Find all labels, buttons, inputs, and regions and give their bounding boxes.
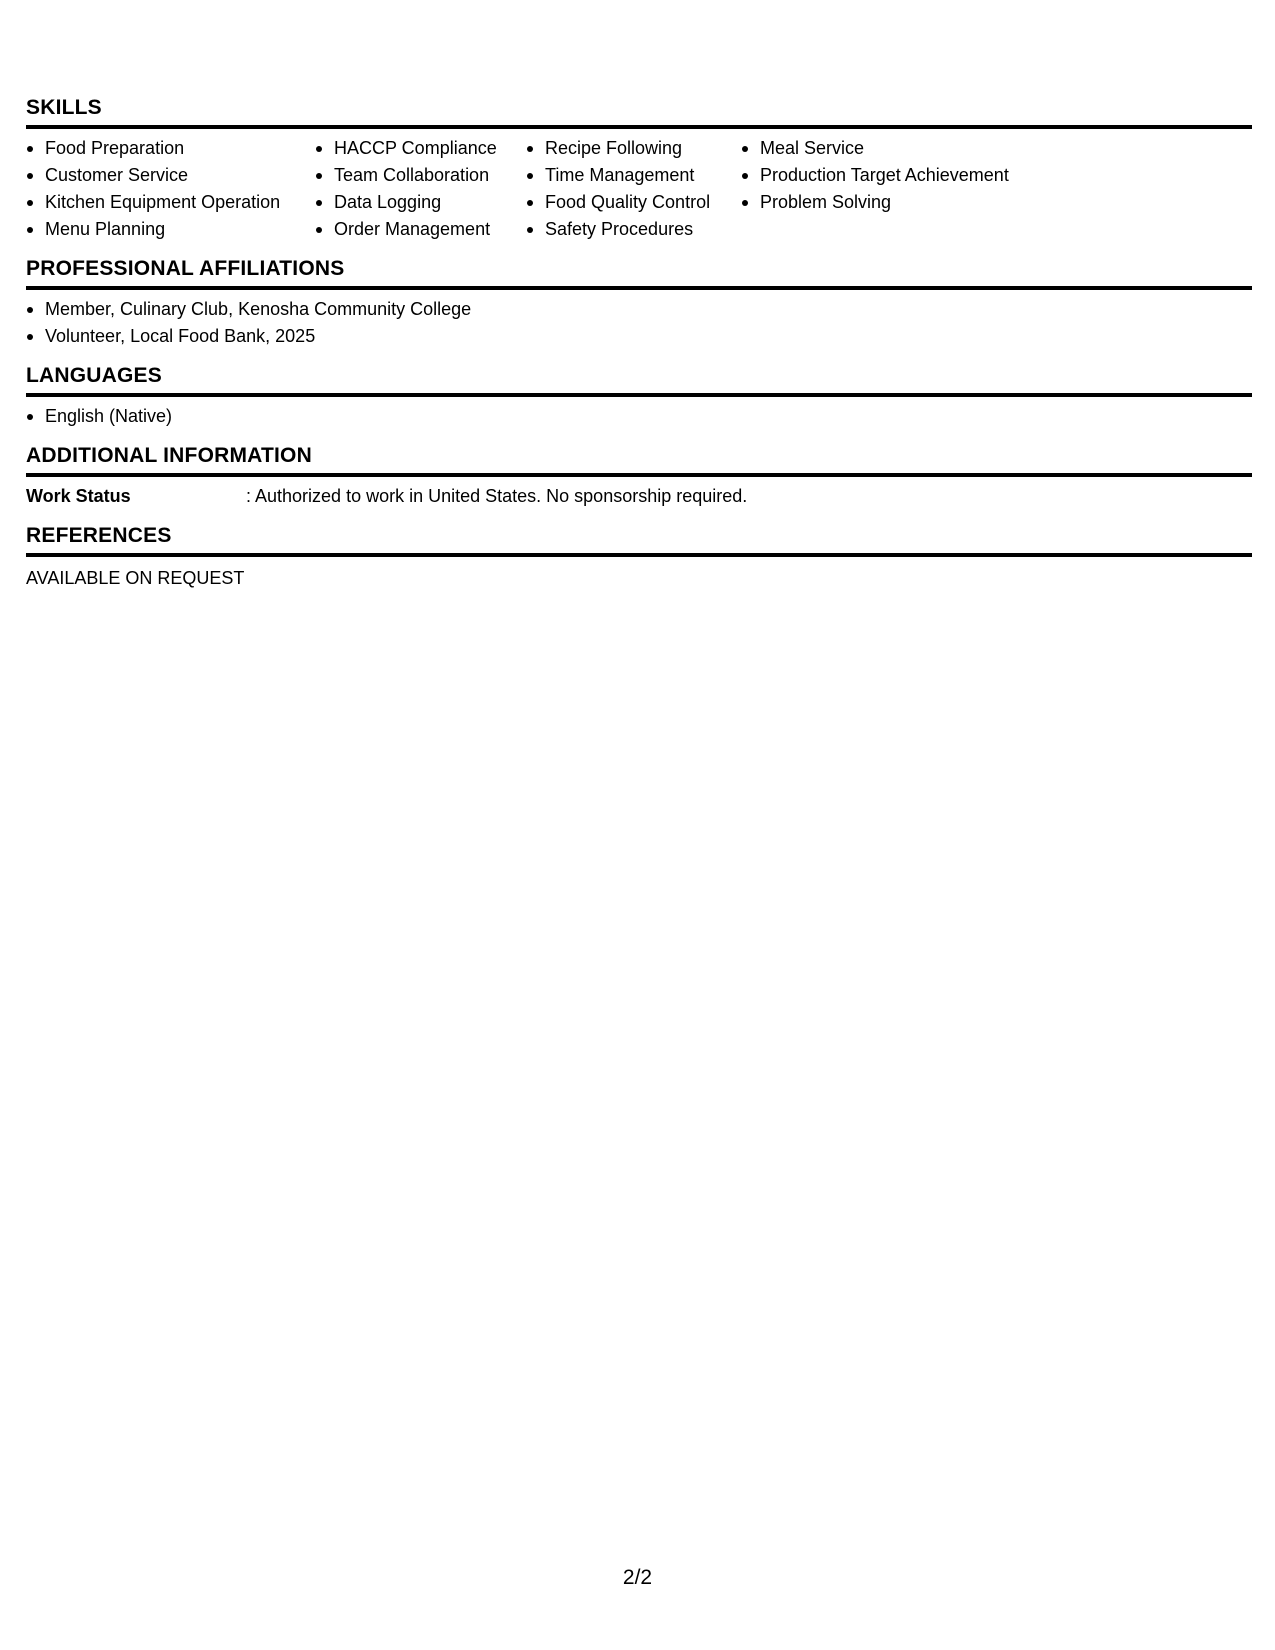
skill-item: HACCP Compliance [315, 135, 526, 162]
skill-item: Order Management [315, 216, 526, 243]
section-title-references: REFERENCES [26, 524, 1252, 557]
skill-item: Team Collaboration [315, 162, 526, 189]
skill-item: Customer Service [26, 162, 315, 189]
list-item: Member, Culinary Club, Kenosha Community College [26, 296, 1252, 323]
skill-item: Data Logging [315, 189, 526, 216]
skill-item: Meal Service [741, 135, 1061, 162]
page-number: 2/2 [622, 1566, 653, 1589]
list-item: English (Native) [26, 403, 1252, 430]
work-status-value: : Authorized to work in United States. No sponsorship required. [246, 486, 748, 506]
section-title-languages: LANGUAGES [26, 364, 1252, 397]
skills-section [26, 96, 1252, 243]
section-title-additional-info: ADDITIONAL INFORMATION [26, 444, 1252, 477]
list-item: Volunteer, Local Food Bank, 2025 [26, 323, 1252, 350]
skill-item: Safety Procedures [526, 216, 741, 243]
skill-item: Menu Planning [26, 216, 315, 243]
skill-item: Food Preparation [26, 135, 315, 162]
skills-column-3 [526, 135, 741, 243]
section-title-skills: SKILLS [26, 96, 1252, 129]
skill-item: Problem Solving [741, 189, 1061, 216]
skill-item: Production Target Achievement [741, 162, 1061, 189]
skill-item: Recipe Following [526, 135, 741, 162]
languages-list [26, 397, 1252, 430]
references-section [26, 524, 1252, 592]
affiliations-section [26, 257, 1252, 350]
resume-page [26, 96, 1252, 606]
affiliations-list [26, 290, 1252, 350]
additional-info-section [26, 444, 1252, 510]
skills-column-1 [26, 135, 315, 243]
skill-item: Time Management [526, 162, 741, 189]
skills-grid [26, 129, 1252, 243]
references-text: AVAILABLE ON REQUEST [26, 568, 245, 588]
work-status-row [26, 477, 1252, 510]
skill-item: Kitchen Equipment Operation [26, 189, 315, 216]
work-status-label: Work Status [26, 486, 131, 506]
skill-item: Food Quality Control [526, 189, 741, 216]
skills-column-4 [741, 135, 1061, 243]
languages-section [26, 364, 1252, 430]
skills-column-2 [315, 135, 526, 243]
section-title-affiliations: PROFESSIONAL AFFILIATIONS [26, 257, 1252, 290]
